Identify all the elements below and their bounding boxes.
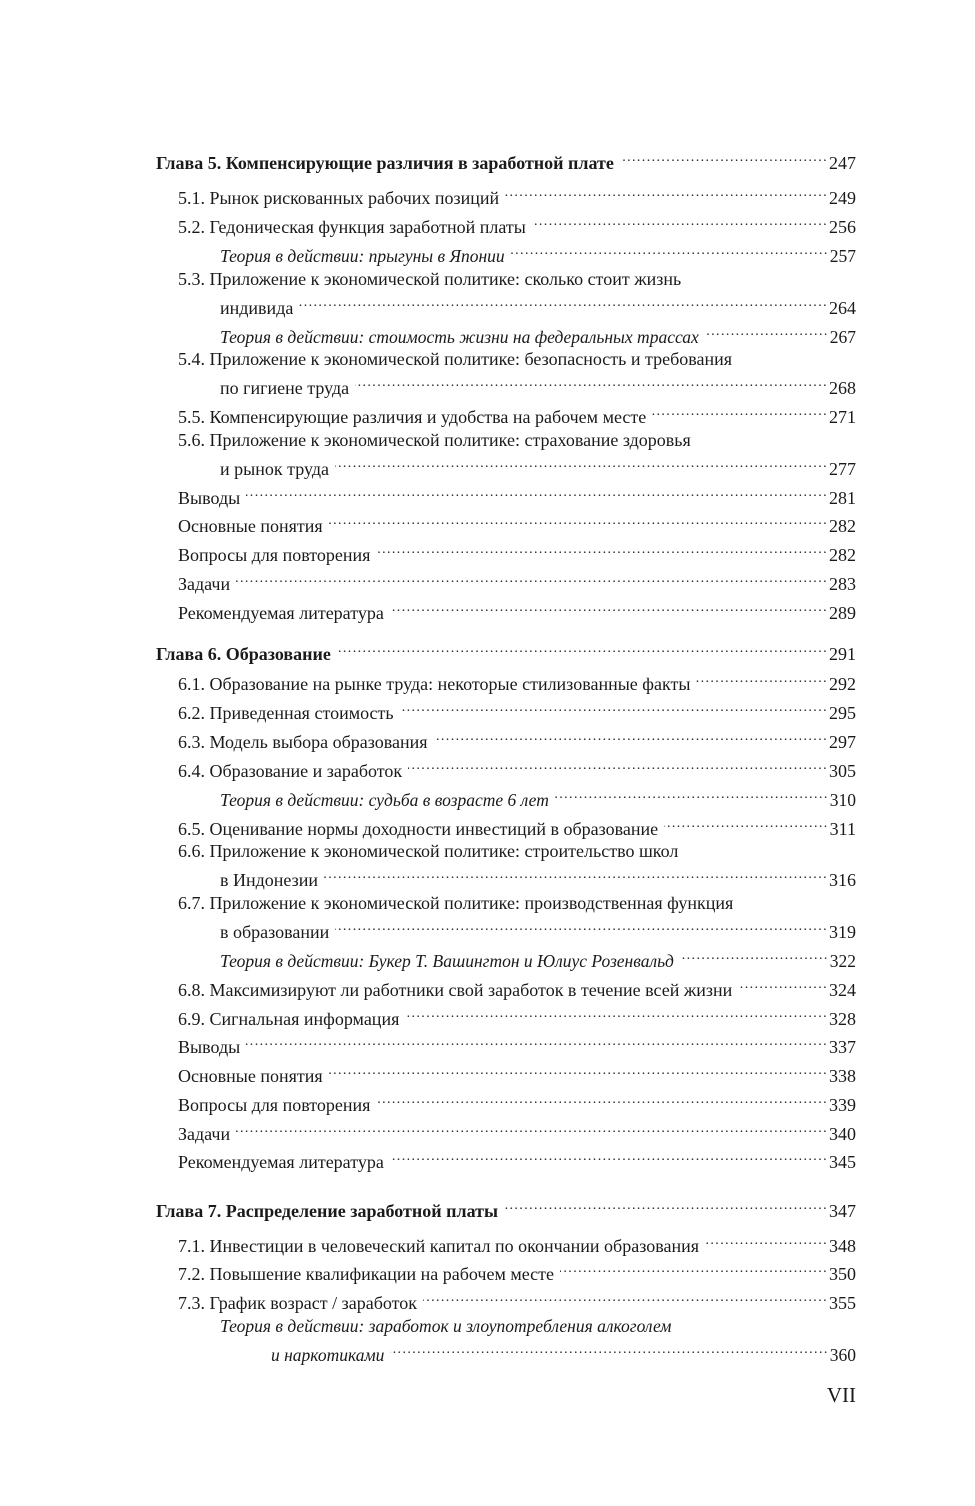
toc-entry-page: 291 [829,644,856,664]
toc-entry-page: 249 [829,188,856,208]
toc-entry-6-questions[interactable] [178,1088,856,1115]
toc-entry-page: 256 [829,217,856,237]
toc-entry-6-1[interactable] [178,667,856,694]
toc-entry-title: Рекомендуемая литература [178,1152,384,1172]
toc-entry-title: Задачи [178,574,231,594]
toc-entry-5-1[interactable] [178,181,856,208]
toc-entry-title: Основные понятия [178,1066,323,1086]
toc-entry-page: 350 [829,1264,856,1284]
toc-entry-7-1[interactable] [178,1229,856,1256]
toc-entry-title: 5.5. Компенсирующие различия и удобства на рабочем месте [178,407,647,427]
toc-entry-5-4-line1: 5.4. Приложение к экономической политике: безопасность и требования [178,349,733,369]
toc-entry-page: 316 [829,870,856,890]
dot-leader [511,239,829,262]
toc-chapter-5[interactable] [156,146,856,173]
toc-entry-5-5[interactable] [178,400,856,427]
toc-entry-title: в Индонезии [220,870,319,890]
toc-entry-5-summary[interactable] [178,481,856,508]
dot-leader [408,754,828,777]
toc-entry-6-2[interactable] [178,696,856,723]
toc-entry-5-3-line1: 5.3. Приложение к экономической политике: сколько стоит жизнь [178,269,682,289]
toc-entry-page: 267 [829,327,856,347]
toc-entry-5-tasks[interactable] [178,567,856,594]
toc-entry-page: 277 [829,459,856,479]
toc-entry-page: 319 [829,922,856,942]
toc-entry-6-6-line1: 6.6. Приложение к экономической политике: строительство школ [178,841,679,861]
toc-entry-page: 282 [829,516,856,536]
toc-entry-title: 7.1. Инвестиции в человеческий капитал по окончании образования [178,1236,699,1256]
toc-entry-5-3-theory[interactable] [220,320,856,347]
toc-entry-6-4-theory[interactable] [220,783,856,810]
toc-entry-6-6[interactable] [220,863,856,890]
dot-leader [390,1145,828,1168]
toc-entry-title: Вопросы для повторения [178,1095,371,1115]
toc-entry-6-9[interactable] [178,1002,856,1029]
toc-entry-page: 311 [829,819,856,839]
toc-entry-title: и наркотиками [271,1345,385,1365]
toc-entry-page: 281 [829,488,856,508]
dot-leader [299,291,828,314]
dot-leader [555,783,829,806]
dot-leader [434,725,828,748]
toc-entry-title: Вопросы для повторения [178,545,371,565]
toc-entry-page: 328 [829,1009,856,1029]
toc-entry-page: 337 [829,1037,856,1057]
toc-entry-page: 322 [829,951,856,971]
dot-leader [620,146,828,169]
dot-leader [664,812,829,835]
toc-entry-title: по гигиене труда [220,378,350,398]
dot-leader [504,1194,828,1217]
toc-entry-page: 257 [829,246,856,266]
toc-entry-page: 360 [829,1345,856,1365]
toc-entry-page: 297 [829,732,856,752]
toc-entry-title: и рынок труда [220,459,329,479]
toc-entry-title: 6.9. Сигнальная информация [178,1009,400,1029]
toc-entry-title: Основные понятия [178,516,323,536]
toc-entry-title: Глава 7. Распределение заработной платы [156,1201,499,1221]
dot-leader [390,1338,828,1361]
toc-entry-7-3-theory-line1: Теория в действии: заработок и злоупотребления алкоголем [220,1316,672,1336]
toc-entry-title: индивида [220,298,294,318]
toc-entry-title: Теория в действии: Букер Т. Вашингтон и Юлиус Розенвальд [220,951,674,971]
toc-entry-6-tasks[interactable] [178,1117,856,1144]
dot-leader [738,973,828,996]
dot-leader [335,915,828,938]
toc-entry-5-2-theory[interactable] [220,239,856,266]
toc-entry-title: 5.1. Рынок рискованных рабочих позиций [178,188,500,208]
toc-entry-page: 340 [829,1124,856,1144]
toc-entry-title: 5.2. Гедоническая функция заработной платы [178,217,526,237]
toc-entry-5-4[interactable] [220,371,856,398]
toc-entry-title: 6.1. Образование на рынке труда: некоторые стилизованные факты [178,674,691,694]
toc-entry-5-literature[interactable] [178,596,856,623]
dot-leader [355,371,828,394]
dot-leader [400,696,828,719]
toc-entry-7-3-theory[interactable] [271,1338,856,1365]
toc-entry-5-concepts[interactable] [178,509,856,536]
toc-entry-5-questions[interactable] [178,538,856,565]
toc-entry-title: 6.3. Модель выбора образования [178,732,428,752]
toc-entry-title: Теория в действии: судьба в возрасте 6 лет [220,790,549,810]
toc-entry-title: Теория в действии: прыгуны в Японии [220,246,505,266]
toc-entry-page: 338 [829,1066,856,1086]
dot-leader [705,1229,828,1252]
toc-entry-page: 289 [829,603,856,623]
toc-entry-page: 348 [829,1236,856,1256]
toc-entry-page: 283 [829,574,856,594]
dot-leader [696,667,828,690]
toc-entry-page: 247 [829,153,856,173]
toc-entry-6-summary[interactable] [178,1030,856,1057]
dot-leader [324,863,828,886]
toc-entry-6-literature[interactable] [178,1145,856,1172]
page-number: VII [826,1383,856,1407]
toc-entry-6-8[interactable] [178,973,856,1000]
dot-leader [376,1088,828,1111]
toc-entry-title: Глава 5. Компенсирующие различия в заработной плате [156,153,614,173]
toc-entry-title: Задачи [178,1124,231,1144]
toc-entry-5-6[interactable] [220,452,856,479]
dot-leader [423,1286,828,1309]
toc-entry-title: 6.4. Образование и заработок [178,761,403,781]
toc-entry-6-7[interactable] [220,915,856,942]
dot-leader [505,181,828,204]
toc-entry-page: 324 [829,980,856,1000]
dot-leader [329,509,828,532]
toc-entry-7-2[interactable] [178,1257,856,1284]
toc-entry-page: 264 [829,298,856,318]
toc-entry-page: 292 [829,674,856,694]
dot-leader [560,1257,828,1280]
toc-entry-6-4[interactable] [178,754,856,781]
toc-entry-title: 6.5. Оценивание нормы доходности инвестиций в образование [178,819,659,839]
toc-entry-title: Теория в действии: стоимость жизни на федеральных трассах [220,327,699,347]
toc-entry-page: 295 [829,703,856,723]
toc-entry-6-concepts[interactable] [178,1059,856,1086]
dot-leader [246,1030,828,1053]
dot-leader [236,567,828,590]
toc-entry-title: Глава 6. Образование [156,644,331,664]
toc-entry-5-2[interactable] [178,210,856,237]
toc-entry-page: 347 [829,1201,856,1221]
toc-entry-title: 7.2. Повышение квалификации на рабочем месте [178,1264,555,1284]
toc-entry-5-3[interactable] [220,291,856,318]
dot-leader [652,400,828,423]
dot-leader [335,452,828,475]
toc-entry-title: в образовании [220,922,330,942]
toc-entry-title: Выводы [178,1037,241,1057]
dot-leader [337,637,828,660]
toc-entry-page: 268 [829,378,856,398]
toc-chapter-7[interactable] [156,1194,856,1221]
toc-entry-page: 345 [829,1152,856,1172]
toc-entry-title: Рекомендуемая литература [178,603,384,623]
toc-entry-6-3[interactable] [178,725,856,752]
dot-leader [376,538,828,561]
toc-entry-page: 355 [829,1293,856,1313]
toc-entry-title: Выводы [178,488,241,508]
dot-leader [532,210,828,233]
toc-entry-5-6-line1: 5.6. Приложение к экономической политике: страхование здоровья [178,430,691,450]
toc-entry-title: 6.8. Максимизируют ли работники свой заработок в течение всей жизни [178,980,733,1000]
dot-leader [236,1117,828,1140]
toc-entry-6-7-line1: 6.7. Приложение к экономической политике: производственная функция [178,893,734,913]
toc-chapter-6[interactable] [156,637,856,664]
dot-leader [405,1002,828,1025]
toc-entry-title: 6.2. Приведенная стоимость [178,703,394,723]
dot-leader [680,944,829,967]
toc-entry-6-7-theory[interactable] [220,944,856,971]
toc-entry-title: 7.3. График возраст / заработок [178,1293,418,1313]
toc-entry-page: 339 [829,1095,856,1115]
dot-leader [329,1059,828,1082]
toc-entry-7-3[interactable] [178,1286,856,1313]
toc-entry-page: 271 [829,407,856,427]
toc-entry-page: 282 [829,545,856,565]
toc-entry-6-5[interactable] [178,812,856,839]
dot-leader [705,320,829,343]
dot-leader [246,481,828,504]
toc-entry-page: 305 [829,761,856,781]
toc-entry-page: 310 [829,790,856,810]
dot-leader [390,596,828,619]
